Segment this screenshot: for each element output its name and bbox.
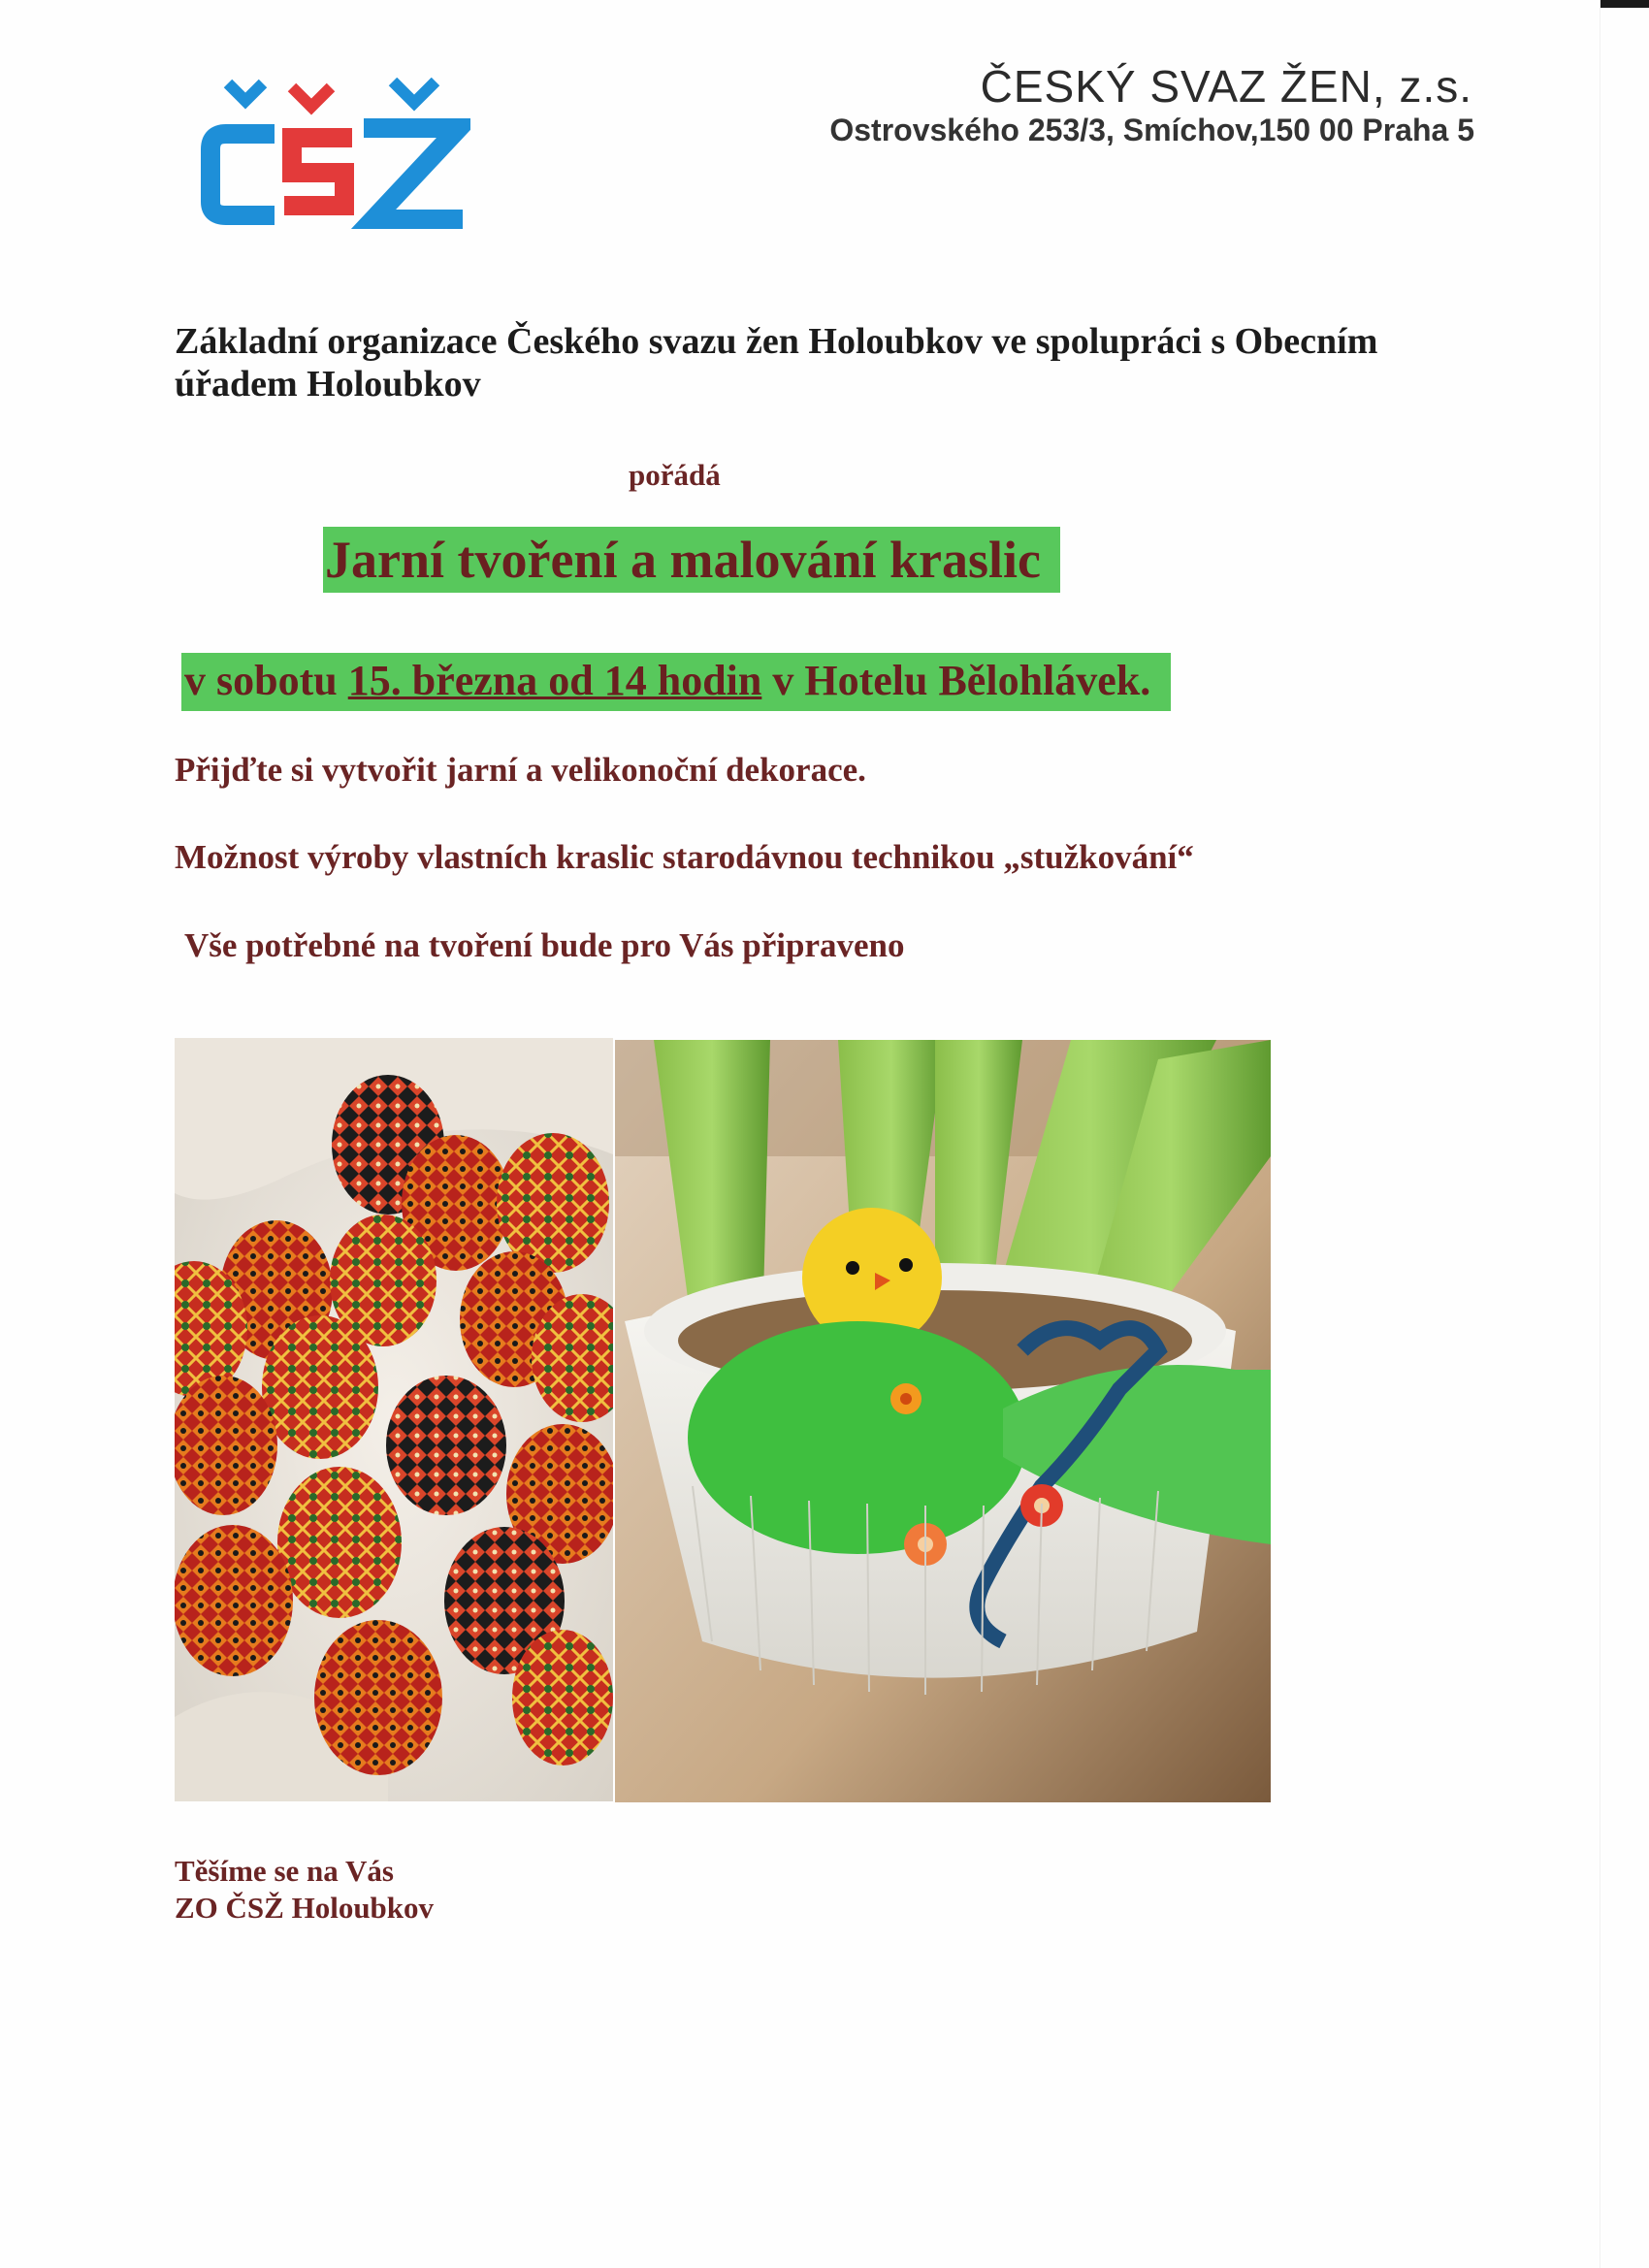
invite-line-1: Přijďte si vytvořit jarní a velikonoční dekorace. [175, 751, 866, 789]
porada-text: pořádá [629, 458, 721, 492]
event-date-line [184, 652, 1150, 710]
closing-block [175, 1853, 434, 1927]
org-name: ČESKÝ SVAZ ŽEN, z.s. [980, 61, 1472, 112]
painted-eggs-photo [175, 1038, 613, 1801]
closing-text: Těšíme se na Vás [175, 1854, 394, 1888]
date-suffix: v Hotelu Bělohlávek. [761, 657, 1151, 704]
intro-text: Základní organizace Českého svazu žen Holoubkov ve spolupráci s Obecním úřadem Holoubkov [175, 321, 1378, 405]
invite-line-2: Možnost výroby vlastních kraslic starodávnou technikou „stužkování“ [175, 838, 1194, 876]
date-prefix: v sobotu [184, 657, 348, 704]
easter-chick-photo [615, 1040, 1271, 1802]
csz-logo [199, 78, 470, 233]
scan-mark [1600, 0, 1649, 8]
invite-line-3: Vše potřebné na tvoření bude pro Vás připraveno [184, 926, 905, 964]
org-address: Ostrovského 253/3, Smíchov,150 00 Praha 5 [829, 113, 1474, 147]
event-title: Jarní tvoření a malování kraslic [325, 531, 1041, 589]
signature-text: ZO ČSŽ Holoubkov [175, 1891, 435, 1925]
date-underlined: 15. března od 14 hodin [347, 657, 762, 704]
